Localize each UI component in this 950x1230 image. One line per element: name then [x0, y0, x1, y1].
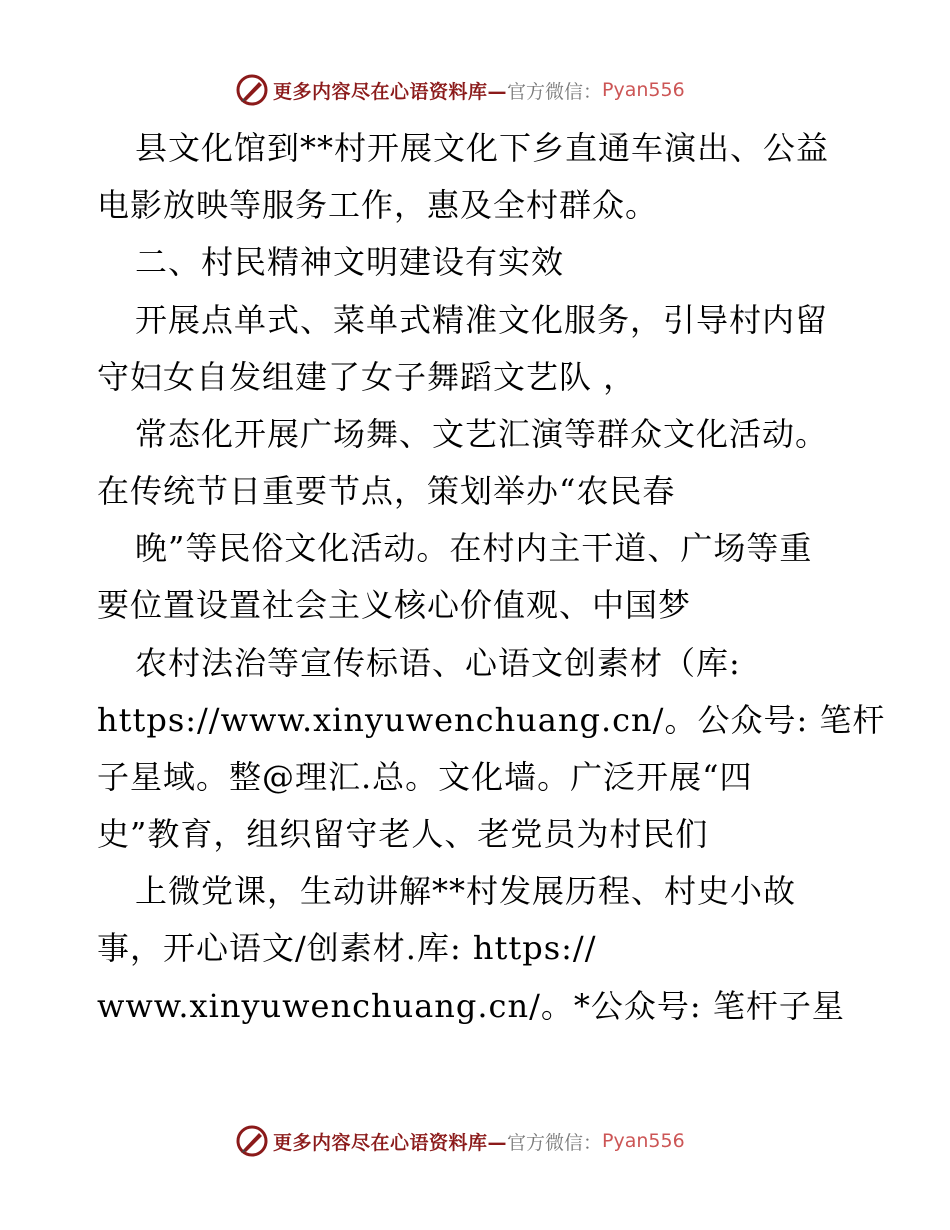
watermark-slogan: 更多内容尽在心语资料库—	[273, 80, 508, 103]
body-line: 要位置设置社会主义核心价值观、中国梦	[97, 586, 692, 624]
body-line: 县文化馆到**村开展文化下乡直通车演出、公益	[135, 129, 830, 167]
header-watermark	[235, 73, 685, 107]
body-line: 在传统节日重要节点，策划举办“农民春	[97, 472, 676, 510]
body-line: 守妇女自发组建了女子舞蹈文艺队 ，	[97, 358, 637, 396]
body-line: 上微党课，生动讲解**村发展历程、村史小故	[135, 872, 797, 910]
watermark-slogan: 更多内容尽在心语资料库—	[273, 1131, 508, 1154]
body-line: 事，开心语文/创素材.库: https://	[97, 929, 597, 967]
body-line: 晚”等民俗文化活动。在村内主干道、广场等重	[135, 529, 813, 567]
watermark-contact-label: 官方微信：	[507, 80, 603, 103]
watermark-contact-id: Pyan556	[602, 79, 685, 101]
watermark-contact-label: 官方微信：	[507, 1131, 603, 1154]
body-line: 常态化开展广场舞、文艺汇演等群众文化活动。	[135, 415, 829, 453]
body-line: 开展点单式、菜单式精准文化服务，引导村内留	[135, 301, 829, 339]
quill-logo-icon	[235, 1124, 269, 1158]
body-line: 子星域。整@理汇.总。文化墙。广泛开展“四	[97, 758, 753, 796]
body-line: 电影放映等服务工作，惠及全村群众。	[97, 186, 659, 224]
watermark-contact-id: Pyan556	[602, 1130, 685, 1152]
body-line: www.xinyuwenchuang.cn/。*公众号: 笔杆子星	[97, 987, 845, 1025]
body-line: 史”教育，组织留守老人、老党员为村民们	[97, 815, 709, 853]
quill-logo-icon	[235, 73, 269, 107]
section-heading: 二、村民精神文明建设有实效	[135, 243, 565, 281]
body-line: https://www.xinyuwenchuang.cn/。公众号: 笔杆	[97, 701, 886, 739]
body-line: 农村法治等宣传标语、心语文创素材（库:	[135, 644, 741, 682]
footer-watermark	[235, 1124, 685, 1158]
